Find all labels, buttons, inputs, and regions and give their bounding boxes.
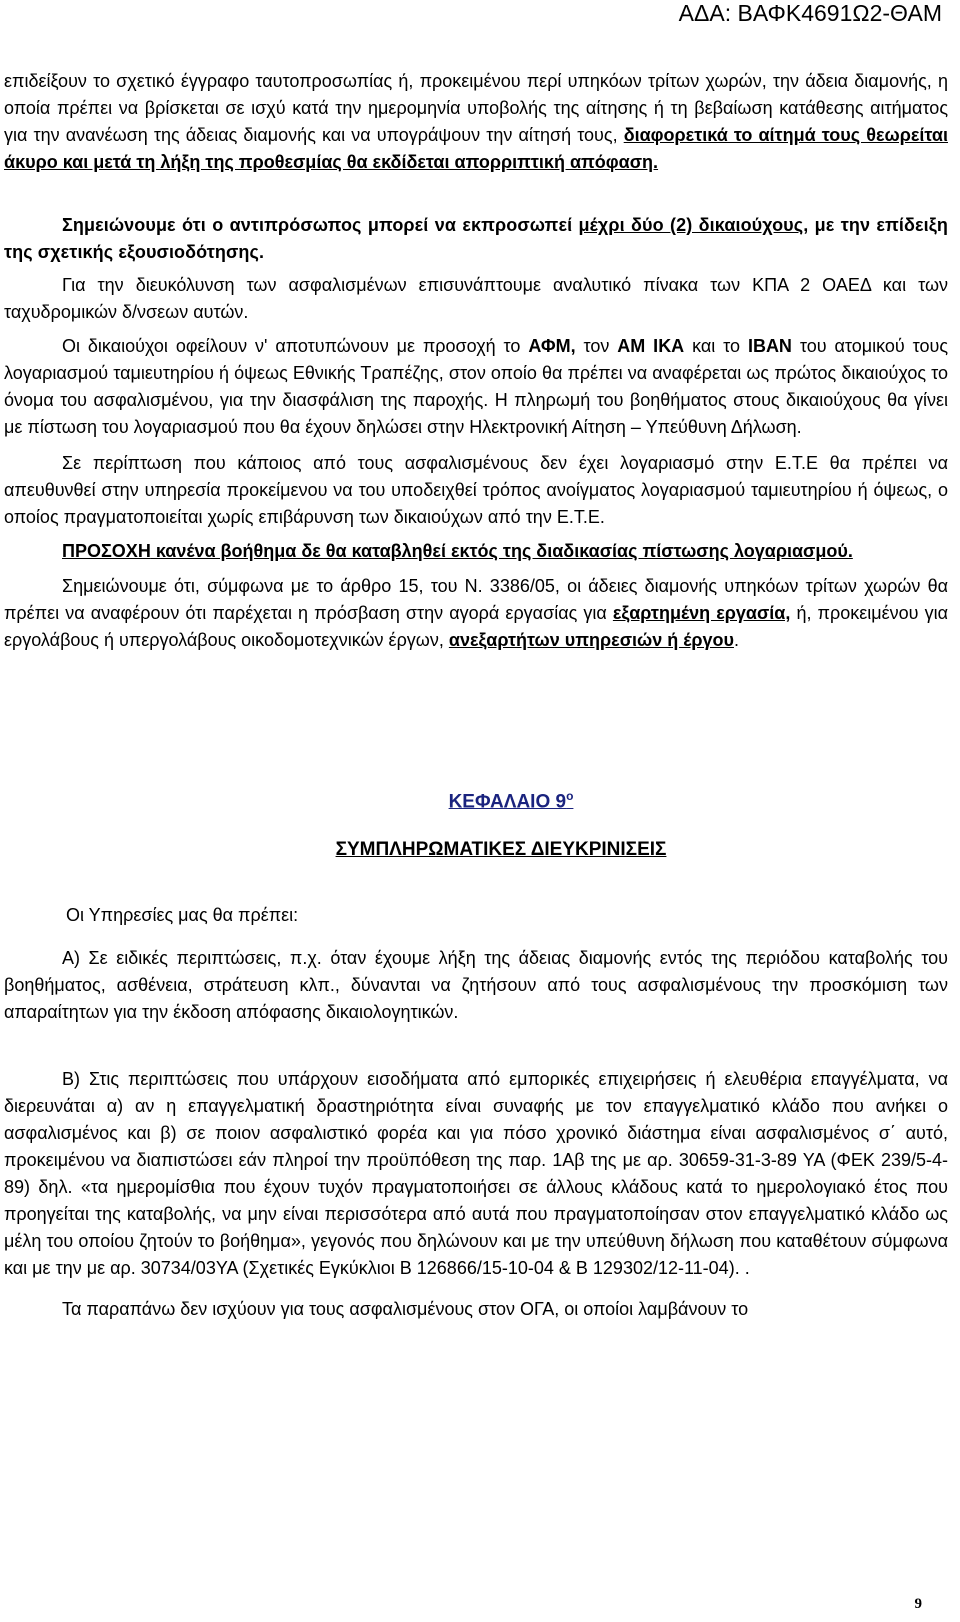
item-a: Α) Σε ειδικές περιπτώσεις, π.χ. όταν έχουμε λήξη της άδειας διαμονής εντός της περιόδου καταβολής του βοηθήματος, ασθένεια, στράτευση κλπ., δύνανται να ζητήσουν από τους ασφαλισμένους την προσκόμιση των απαραίτητων για την έκδοση απόφασης δικαιολογητικών.: [4, 948, 948, 1023]
paragraph-kpa-table: Για την διευκόλυνση των ασφαλισμένων επισυνάπτουμε αναλυτικό πίνακα των ΚΠΑ 2 ΟΑΕΔ και των ταχυδρομικών δ/νσεων αυτών.: [4, 275, 948, 322]
document-body: [4, 68, 948, 1323]
warning-text: διαφορετικά το αίτημά τους θεωρείται άκυρο και μετά τη λήξη της προθεσμίας θα εκδίδεται απορριπτική απόφαση.: [4, 125, 948, 172]
paragraph-no-account: Σε περίπτωση που κάποιος από τους ασφαλισμένους δεν έχει λογαριασμό στην Ε.Τ.Ε θα πρέπει να απευθυνθεί στην υπηρεσία προκείμενου να του υποδειχθεί τρόπος ανοίγματος λογαριασμού ταμιευτηρίου ή όψεως, ο οποίος πραγματοποιείται χωρίς επιβάρυνση των δικαιούχων από την Ε.Τ.Ε.: [4, 453, 948, 527]
account-text: Οι δικαιούχοι οφείλουν ν' αποτυπώνουν με προσοχή το: [62, 336, 529, 356]
representative-text-end: με την επίδειξη της σχετικής εξουσιοδότησης.: [4, 215, 948, 262]
paragraph-attention: [4, 538, 948, 565]
account-text: και το: [684, 336, 748, 356]
paragraph-identity-documents: [4, 68, 948, 176]
representative-text: Σημειώνουμε ότι ο αντιπρόσωπος μπορεί να εκπροσωπεί: [62, 215, 579, 235]
account-text: τον: [575, 336, 618, 356]
permits-text: .: [733, 630, 739, 650]
ada-header: ΑΔΑ: ΒΑΦΚ4691Ω2-ΘΑΜ: [678, 0, 942, 26]
iban-label: IBAN: [747, 336, 792, 356]
independent-services-text: ανεξαρτήτων υπηρεσιών ή έργου: [448, 630, 734, 650]
paragraph-oga: Τα παραπάνω δεν ισχύουν για τους ασφαλισμένους στον ΟΓΑ, οι οποίοι λαμβάνουν το: [62, 1299, 749, 1320]
permits-text: ή, προκειμένου για εργολάβους ή υπεργολάβους οικοδομοτεχνικών έργων,: [4, 603, 948, 650]
item-b: Β) Στις περιπτώσεις που υπάρχουν εισοδήματα από εμπορικές επιχειρήσεις ή ελευθέρια επαγγέλματα, να διερευνάται α) αν η επαγγελματική δραστηριότητα είναι συναφής με τον επαγγελματικό κλάδο που ανήκει ο ασφαλισμένος και β) σε ποιον ασφαλιστικό φορέα και για πόσο χρονικό διάστημα είναι ασφαλισμένος σ΄ αυτό, προκειμένου να διαπιστώσει εάν πληροί την προϋπόθεση της παρ. 1Αβ της με αρ. 30659-31-3-89 ΥΑ (ΦΕΚ 239/5-4-89) δηλ. «τα ημερομίσθια που έχουν τυχόν πραγματοποιήσει σε άλλους κλάδους κατά το ημερολογιακό έτος που προηγείται της καταβολής, να μην είναι περισσότερα από αυτά που πραγματοποίησαν στον επαγγελματικό κλάδο ως μέλη του οποίου ζητούν το βοήθημα», γεγονός που δηλώνουν και με την υπεύθυνη δήλωση που καταθέτουν σύμφωνα και με την με αρ. 30734/03ΥΑ (Σχετικές Εγκύκλιοι Β 126866/15-10-04 & Β 129302/12-11-04). .: [4, 1069, 948, 1279]
afm-label: ΑΦΜ,: [528, 336, 576, 356]
chapter-subtitle: ΣΥΜΠΛΗΡΩΜΑΤΙΚΕΣ ΔΙΕΥΚΡΙΝΙΣΕΙΣ: [335, 839, 667, 861]
chapter-title-superscript: ο: [566, 789, 574, 803]
chapter-title-text: ΚΕΦΑΛΑΙΟ 9: [448, 791, 567, 813]
dependent-work-text: εξαρτημένη εργασία,: [612, 603, 791, 623]
paragraph-beneficiary-account: [4, 333, 948, 441]
paragraph-residence-permits: [4, 573, 948, 654]
attention-label: ΠΡΟΣΟΧΗ: [62, 541, 151, 561]
attention-text: κανένα βοήθημα δε θα καταβληθεί εκτός της διαδικασίας πίστωσης λογαριασμού.: [150, 541, 853, 561]
page-number: 9: [914, 1596, 922, 1612]
representative-limit: μέχρι δύο (2) δικαιούχους,: [578, 215, 809, 235]
paragraph-representative: [4, 212, 948, 266]
am-ika-label: ΑΜ ΙΚΑ: [617, 336, 685, 356]
paragraph-text: επιδείξουν το σχετικό έγγραφο ταυτοπροσωπίας ή, προκειμένου περί υπηκόων τρίτων χωρών, την άδεια διαμονής, η οποία πρέπει να βρίσκεται σε ισχύ κατά την ημερομηνία υποβολής της αίτησης ή τη βεβαίωση κατάθεσης αιτήματος για την ανανέωση της άδειας διαμονής και να υπογράψουν την αίτησή τους,: [4, 71, 948, 145]
services-intro: Οι Υπηρεσίες μας θα πρέπει:: [66, 905, 299, 926]
account-text: του ατομικού τους λογαριασμού ταμιευτηρίου ή όψεως Εθνικής Τραπέζης, στον οποίο θα πρέπει να αναφέρεται ως πρώτος δικαιούχος το όνομα του ασφαλισμένου, για την διασφάλιση της παροχής. Η πληρωμή του βοηθήματος στους δικαιούχους θα γίνει με πίστωση του λογαριασμού που θα έχουν δηλώσει στην Ηλεκτρονική Αίτηση – Υπεύθυνη Δήλωση.: [4, 336, 949, 437]
chapter-title: [4, 782, 948, 816]
permits-text: Σημειώνουμε ότι, σύμφωνα με το άρθρο 15, του Ν. 3386/05, οι άδειες διαμονής υπηκόων τρίτων χωρών θα πρέπει να αναφέρουν ότι παρέχεται η πρόσβαση στην αγορά εργασίας για: [4, 576, 948, 623]
